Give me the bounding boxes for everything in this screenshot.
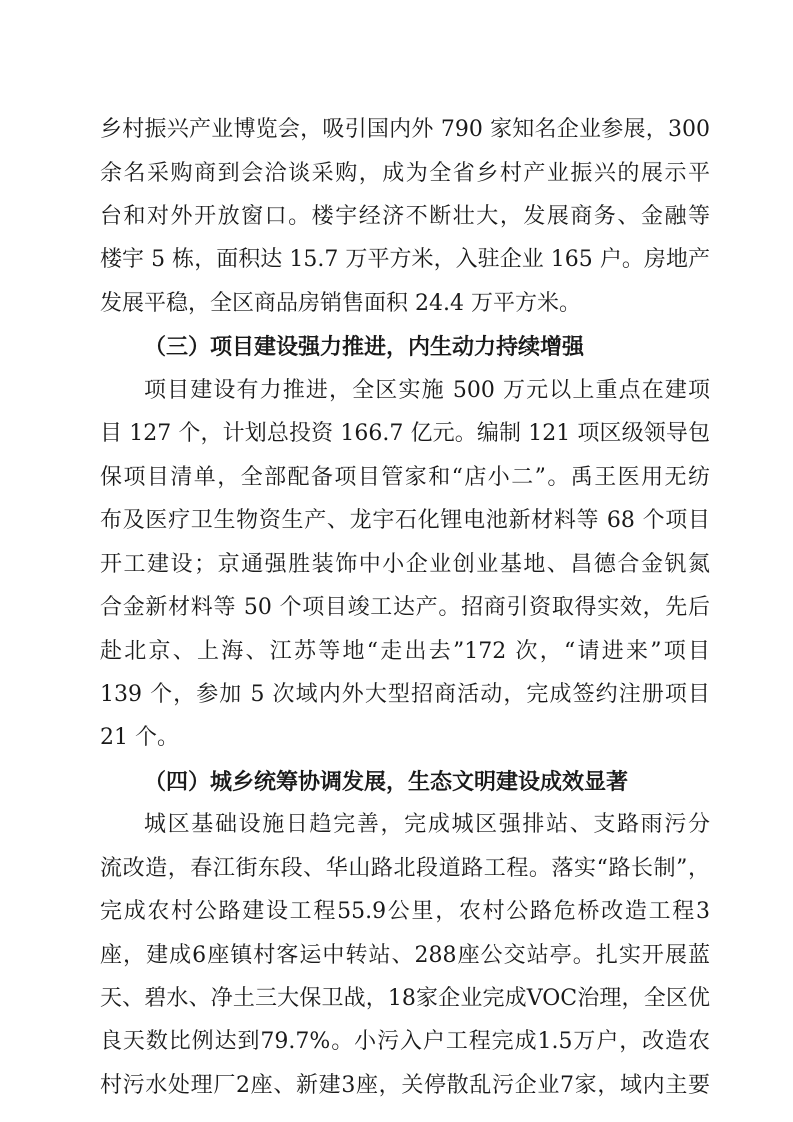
body-text-line: 布及医疗卫生物资生产、龙宇石化锂电池新材料等 68 个项目: [100, 508, 710, 533]
body-text-line: 余名采购商到会洽谈采购，成为全省乡村产业振兴的展示平: [100, 161, 710, 186]
body-text-line: 目 127 个，计划总投资 166.7 亿元。编制 121 项区级领导包: [100, 421, 710, 446]
body-text-line: 天、碧水、净土三大保卫战，18家企业完成VOC治理，全区优: [100, 986, 710, 1011]
body-text-line: 座，建成6座镇村客运中转站、288座公交站亭。扎实开展蓝: [100, 943, 710, 968]
body-text-line: 乡村振兴产业博览会，吸引国内外 790 家知名企业参展，300: [100, 117, 710, 142]
section-heading-3: （三）项目建设强力推进，内生动力持续增强: [144, 334, 585, 360]
body-text-line: 楼宇 5 栋，面积达 15.7 万平方米，入驻企业 165 户。房地产: [100, 247, 710, 272]
body-text-line: 开工建设；京通强胜装饰中小企业创业基地、昌德合金钒氮: [100, 552, 710, 577]
body-text-line: 城区基础设施日趋完善，完成城区强排站、支路雨污分: [144, 812, 710, 837]
body-text-line: 台和对外开放窗口。楼宇经济不断壮大，发展商务、金融等: [100, 204, 710, 229]
body-text-line: 完成农村公路建设工程55.9公里，农村公路危桥改造工程3: [100, 899, 710, 924]
body-text-line: 赴北京、上海、江苏等地“走出去”172 次，“请进来”项目: [100, 639, 710, 664]
body-text-line: 保项目清单，全部配备项目管家和“店小二”。禹王医用无纺: [100, 465, 710, 490]
body-text-line: 流改造，春江街东段、华山路北段道路工程。落实“路长制”，: [100, 856, 710, 881]
body-text-line: 良天数比例达到79.7%。小污入户工程完成1.5万户，改造农: [100, 1029, 710, 1054]
body-text-line: 139 个，参加 5 次域内外大型招商活动，完成签约注册项目: [100, 682, 710, 707]
body-text-line: 村污水处理厂2座、新建3座，关停散乱污企业7家，域内主要: [100, 1073, 710, 1098]
body-text-line: 21 个。: [100, 725, 179, 750]
section-heading-4: （四）城乡统筹协调发展，生态文明建设成效显著: [144, 769, 629, 795]
body-text-line: 发展平稳，全区商品房销售面积 24.4 万平方米。: [100, 291, 581, 316]
body-text-line: 项目建设有力推进，全区实施 500 万元以上重点在建项: [144, 378, 710, 403]
body-text-line: 合金新材料等 50 个项目竣工达产。招商引资取得实效，先后: [100, 595, 710, 620]
